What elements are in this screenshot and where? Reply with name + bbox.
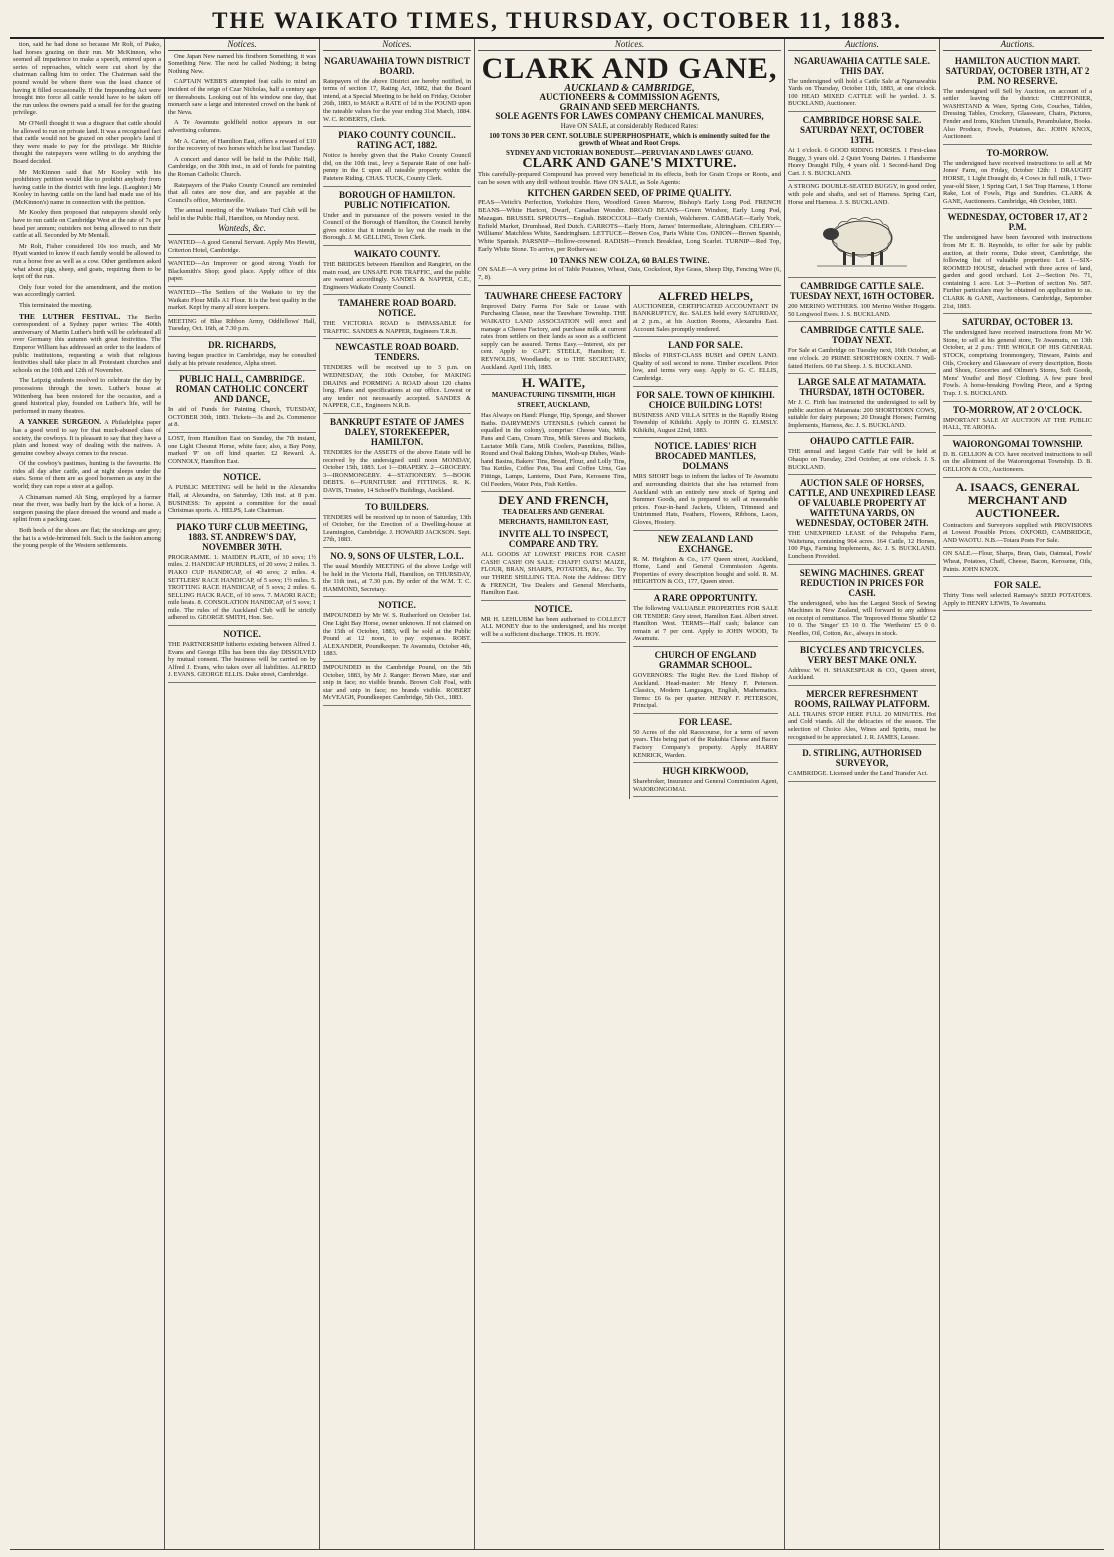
article-paragraph: Both heels of the shoes are flat; the stockings are grey; the hat is a wide-brimmed felt. Such is the fashion among the young people of the Western settlements. <box>13 527 161 550</box>
helps-ad: ALFRED HELPS, AUCTIONEER, CERTIFICATED ACCOUNTANT IN BANKRUPTCY, &c. SALES held every SATURDAY, at 2 p.m., at his Auction Rooms, Alexandra East. Account Sales promptly rendered. <box>633 288 778 337</box>
article-paragraph: Of the cowboy's pastimes, hunting is the favourite. He rides all day after cattle, and at night sleeps under the stars. Some of them are as good horsemen as any in the world; they can rope a steer at a gallop. <box>13 460 161 491</box>
article-heading: THE LUTHER FESTIVAL. <box>19 311 121 321</box>
surveyor-ad: D. STIRLING, AUTHORISED SURVEYOR, CAMBRIDGE. Licensed under the Land Transfer Act. <box>788 745 936 782</box>
article-paragraph: This terminated the meeting. <box>19 302 93 309</box>
news-briefs <box>168 53 316 223</box>
article-paragraph: The Leipzig students resolved to celebrate the day by processions through the town. Luther's house at Wittenberg has been restored for the occasion, and a grand historical play, founded on Luther's life, will be performed in many theatres. <box>13 377 161 415</box>
impound-ad-2: IMPOUNDED in the Cambridge Pound, on the 5th October, 1883, by Mr J. Ranger: Brown Mare, star and snip in face; no visible brands. Brown Colt Foal, with star and snip in face; no brands visible. ROBERT McVEAGH, Poundkeeper. Cambridge, 5th Oct., 1883. <box>323 662 471 706</box>
tamahere-ad: TAMAHERE ROAD BOARD. NOTICE. THE VICTORIA ROAD is IMPASSABLE for TRAFFIC. SANDES & NAPPER, Engineers T.R.B. <box>323 295 471 339</box>
column-heading: Auctions. <box>943 41 1092 51</box>
article-paragraph: Mr O'Neill thought it was a disgrace that cattle should be allowed to run on private land. It was a recognised fact that cattle would not be grazed on other people's land if they were made to pay for the privilege. Mr Ritchie thought the ratepayers were willing to do anything the Board decided. <box>13 119 161 165</box>
split-columns <box>478 285 781 800</box>
sewing-machines-ad: SEWING MACHINES. GREAT REDUCTION IN PRICES FOR CASH. The undersigned, who has the Largest Stock of Sewing Machines in New Zealand, will forward to any address on receipt of remittance. The 'Improved Home Shuttle' £2 10 0. The 'Singer' £5 10 0. The 'Wertheim' £5 0 0. Needles, Oil, Cotton, &c., always in stock. <box>788 565 936 642</box>
ad-line: SOLE AGENTS FOR LAWES COMPANY CHEMICAL MANURES, <box>495 111 764 122</box>
column-1 <box>10 39 165 1549</box>
brief: A Te Awamutu goldfield notice appears in our advertising columns. <box>168 119 316 134</box>
columns <box>10 39 1104 1550</box>
column-heading: Auctions. <box>788 41 936 51</box>
notice-ad: NOTICE. A PUBLIC MEETING will be held in the Alexandra Hall, at Alexandra, on Saturday, 13th inst. at 8 p.m. BUSINESS: To appoint a committee for the usual Christmas sports. A. HELPS, Late Chairman. <box>168 469 316 518</box>
column-heading: Notices. <box>478 41 781 51</box>
clark-gane-sub: AUCKLAND & CAMBRIDGE, <box>564 82 695 94</box>
lease-ad: FOR LEASE. 50 Acres of the old Racecourse, for a term of seven years. This being part of the Rukuhia Cheese and Bacon Factory Company's property. Apply HARRY KENRICK, Warden. <box>633 714 778 763</box>
wanted-ad: WANTED—A good General Servant. Apply Mrs Hewitt, Criterion Hotel, Cambridge. <box>168 237 316 258</box>
saturday-sale-ad: SATURDAY, OCTOBER 13. The undersigned have received instructions from Mr W. Stone, to sell at his general store, Te Awamutu, on 13th October, at 2 p.m.: THE WHOLE OF HIS GENERAL STOCK, comprising Ironmongery, Tinware, Paints and Oils, Crockery and Glassware of every description, Boots and Shoes, Groceries and Oilmen's Stores, Soft Goods, Mens' Youths' and Boys' Clothing. A few pure bred Fowls. A horse-breaking Fowling Piece, and a Spring Trap. J. S. BUCKLAND. <box>943 314 1092 401</box>
piako-council-ad: PIAKO COUNTY COUNCIL. RATING ACT, 1882. Notice is hereby given that the Piako County Council did, on the 10th inst., levy a Separate Rate of one half-penny in the £ upon all rateable property within the Patetere Riding. CHAS. TUCK, County Clerk. <box>323 127 471 186</box>
article-paragraph: tion, said he had done so because Mr Rolt, of Piako, had horses grazing on their run. Mr McKinnon, who seemed all impatience to make a speech, entered upon a series of reproaches, which were cut short by the chairman calling him to order. The Chairman said the pound would be where there was the least chance of having it filled occasionally. If the Impounding Act were brought into force all cattle would have to be taken off the run unless the owners paid a small fee for the grazing privilege. <box>13 41 161 117</box>
article-paragraph: Mr McKinnon said that Mr Kooley with his prohibitory petition would like to prohibit anybody from having cattle in the district with fine legs. (Laughter.) Mr Kooley in having cattle on the land had made use of his (McKinnon's) name in connection with the petition. <box>13 168 161 206</box>
ad-line: AUCTIONEERS & COMMISSION AGENTS, <box>539 92 720 103</box>
article-heading: A YANKEE SURGEON. <box>19 417 102 427</box>
land-exchange-ad: NEW ZEALAND LAND EXCHANGE. R. M. Heighton & Co., 177 Queen street, Auckland, Home, Land and General Commission Agents. Properties of every description bought and sold. R. M. HEIGHTON & CO., 177, Queen street. <box>633 531 778 590</box>
turf-club-ad: PIAKO TURF CLUB MEETING, 1883. ST. ANDREW'S DAY, NOVEMBER 30TH. PROGRAMME. 1. MAIDEN PLATE, of 10 sovs; 1½ miles. 2. HANDICAP HURDLES, of 20 sovs; 2 miles. 3. PIAKO CUP HANDICAP, of 40 sovs; 2 miles. 4. SETTLERS' RACE HANDICAP, of 5 sovs; 1½ miles. 5. TROTTING RACE HANDICAP, of 5 sovs; 2 miles. 6. SELLING HACK RACE, of 10 sovs. 7. MAORI RACE; mile heats. 8. CONSOLATION HANDICAP, of 5 sovs; 1 mile. The rules of the Auckland Club will be strictly adhered to. GEORGE SMITH, Hon. Sec. <box>168 519 316 626</box>
ulster-ad: NO. 9, SONS OF ULSTER, L.O.L. The usual Monthly MEETING of the above Lodge will be held in the Victoria Hall, Hamilton, on THURSDAY, the 11th inst., at 7.30 p.m. By order of the W.M. T. C. HAMMOND, Secretary. <box>323 548 471 597</box>
waiorongomai-ad: WAIORONGOMAI TOWNSHIP. D. B. GELLION & CO. have received instructions to sell on the allotment of the Waiorongomai Township. D. B. GELLION & CO., Auctioneers. <box>943 436 1092 478</box>
cattle-sale-2-ad: CAMBRIDGE CATTLE SALE. TODAY NEXT. For Sale at Cambridge on Tuesday next, 16th October, at one o'clock. 20 PRIME SHORTHORN OXEN. 7 Well-fatted Heifers. 60 Fat Sheep. J. S. BUCKLAND. <box>788 322 936 374</box>
isaacs-ad: A. ISAACS, GENERAL MERCHANT AND AUCTIONEER. Contractors and Surveyors supplied with PROVISIONS at Lowest Possible Prices. OXFORD, CAMBRIDGE, AND WAOTU. N.B.—Totara Posts For Sale. <box>943 478 1092 549</box>
column-heading: Notices. <box>323 41 471 51</box>
cheese-factory-ad: TAUWHARE CHEESE FACTORY Improved Dairy Farms For Sale or Lease with Purchasing Clause, near the Tauwhare Township. THE WAIKATO LAND ASSOCIATION will erect and manage a Cheese Factory, and purchase milk at current rates from settlers on their lands as soon as a sufficient supply can be assured. Terms Easy.—Interest, six per cent. Apply to CAPT. STEELE, Hamilton; E. REYNOLDS, Woodlands; or to THE SECRETARY, Auckland. April 11th, 1883. <box>481 288 626 375</box>
ad-line: Have ON SALE, at considerably Reduced Rates: <box>560 121 699 130</box>
produce-sale-ad: ON SALE.—Flour, Sharps, Bran, Oats, Oatmeal, Fowls' Wheat, Potatoes, Chaff, Cheese, Bacon, Kerosene, Oils, Paints. JOHN KNOX. <box>943 548 1092 577</box>
column-4-lower <box>478 286 630 800</box>
partnership-ad: NOTICE. THE PARTNERSHIP hitherto existing between Alfred J. Evans and George Ellis has been this day DISSOLVED by mutual consent. The business will be carried on by Alfred J. Evans, who takes over all liabilities. ALFRED J. EVANS. GEORGE ELLIS. Duke street, Cambridge. <box>168 626 316 683</box>
article-paragraph: Mr Kooley then proposed that ratepayers should only have to run cattle on Cambridge West at the rate of 7s per head per annum; outsiders not being allowed to run their cattle at all. Seconded by Mr Mentall. <box>13 209 161 240</box>
article-paragraph: Only four voted for the amendment, and the motion was accordingly carried. <box>13 283 161 299</box>
clark-gane-title: CLARK AND GANE, <box>481 51 778 85</box>
waitetuna-sale-ad: AUCTION SALE OF HORSES, CATTLE, AND UNEXPIRED LEASE OF VALUABLE PROPERTY AT WAITETUNA YARDS, ON WEDNESDAY, OCTOBER 24TH. THE UNEXPIRED LEASE of the Pehupehu Farm, Waitetuna, containing 964 acres. 164 Cattle, 12 Horses, 100 Pigs, Farming Implements, &c. J. S. BUCKLAND. Luncheon Provided. <box>788 475 936 564</box>
doctor-ad: DR. RICHARDS, having begun practice in Cambridge, may be consulted daily at his private residence, Alpha street. <box>168 337 316 371</box>
bicycles-ad: BICYCLES AND TRICYCLES. VERY BEST MAKE ONLY. Address: W. H. SHAKESPEAR & CO., Queen street, Auckland. <box>788 642 936 686</box>
builders-ad: TO BUILDERS. TENDERS will be received up to noon of Saturday, 13th of October, for the Erection of a Dwelling-house at Leamington, Cambridge. J. HOWARD JACKSON. Sept. 27th, 1883. <box>323 499 471 548</box>
article-paragraph: Mr Rolt, Fisher considered 10s too much, and Mr Hyatt wanted to know if each family would be allowed to run a horse free as well as a cow. Other gentlemen asked what about pigs, sheep, and goats, requiring them to be kept off the run. <box>13 242 161 281</box>
article-paragraph: The Berlin correspondent of a Sydney paper writes: The 400th anniversary of Martin Luther's birth will be celebrated all over Germany this autumn with great festivities. The Emperor William has addressed an order to the leaders of public institutions, requesting a wish that religious festivities shall take place in all Protestant churches and schools on the 10th and 12th of November. <box>13 313 161 374</box>
auction-mart-ad: HAMILTON AUCTION MART. SATURDAY, OCTOBER 13TH, AT 2 P.M. NO RESERVE. The undersigned will Sell by Auction, on account of a settler leaving the district: CHEFFONIER, WASHSTAND & Ware, Spring Cots, Couches, Tables, Dressing Tables, Crockery, Glassware, Chairs, Pictures, Fender and Irons, Kitchen Utensils, Perambulator, Books. Also Produce, Fowls, Potatoes, &c. JOHN KNOX, Auctioneer. <box>943 53 1092 145</box>
column-7 <box>940 39 1095 1549</box>
column-6 <box>785 39 940 1549</box>
mercer-rooms-ad: MERCER REFRESHMENT ROOMS, RAILWAY PLATFORM. ALL TRAINS STOP HERE FULL 20 MINUTES. Hot and Cold viands. All the delicacies of the season. The selection of Choice Ales, Wines and Spirits, must be recognised to be appreciated. J. R. JAMES, Lessee. <box>788 686 936 745</box>
waite-ad: H. WAITE, MANUFACTURING TINSMITH, HIGH STREET, AUCKLAND, Has Always on Hand: Plunge, Hip, Sponge, and Shower Baths. DAIRYMEN'S UTENSILS (which cannot be equalled in the colony), comprise: Cheese Vats, Milk Pans and Cans, Cream Tins, Milk Sieves and Buckets, Lactator Milk Cans, Milk Coolers, Pannikins, Billies, Round and Oval Baking Dishes, Wash-up Dishes, Wash-hand Basins, Bakers' Tins, Bread, Flour, and Lolly Tins, Tea Kettles, Coffee Pots, Tea and Coffee Urns, Gas Fittings, Lamps, Lanterns, Dust Pans, Kerosene Tins, Oil Feeders, Water Pots, Fish Kettles. <box>481 375 626 492</box>
seed-potatoes-ad: FOR SALE. Thirty Tons well selected Ramsay's SEED POTATOES. Apply to HENRY LEWIS, Te Awamutu. <box>943 577 1092 611</box>
brief: One Japan New named his firstborn Something, it was Something New. The next he called Nothing; it being Nothing New. <box>168 52 316 75</box>
wanted-ad: WANTED—An Improver or good strong Youth for Blacksmith's Shop; good place. Apply office of this paper. <box>168 258 316 287</box>
collect-notice-ad: NOTICE. MR H. LEHLUBM has been authorised to COLLECT ALL MONEY due to the undersigned, and his receipt will be a sufficient discharge. THOS. H. HOY. <box>481 601 626 643</box>
grammar-school-ad: CHURCH OF ENGLAND GRAMMAR SCHOOL. GOVERNORS: The Right Rev. the Lord Bishop of Auckland. Head-master: Mr Henry F. Peterson. Classics, Modern Languages, English, Mathematics. Terms: £6 6s per quarter. HENRY F. PETERSON, Principal. <box>633 647 778 714</box>
ngaruawahia-board-ad: NGARUAWAHIA TOWN DISTRICT BOARD. Ratepayers of the above District are hereby notified, in terms of section 17, Rating Act, 1882, that the Board intend, at a Special Meeting to be held on Friday, October 26th, 1883, to MAKE a RATE of 1d in the POUND upon the rateable values for the year ending 31st March, 1884. W. C. ROBERTS, Clerk. <box>323 53 471 128</box>
tomorrow-sale-ad: TO-MORROW. The undersigned have received instructions to sell at Mr Jones' Farm, on Friday, October 12th: 1 DRAUGHT HORSE, 1 Light Draught do, 4 Cows in full milk, 1 Two-year-old Steer, 1 Spring Cart, 1 Set Trap Harness, 1 Horse Rake, Lot of Fowls, Pigs and Sundries. CLARK & GANE, Auctioneers. Cambridge, 4th October, 1883. <box>943 145 1092 210</box>
kihikihi-ad: FOR SALE. TOWN OF KIHIKIHI. CHOICE BUILDING LOTS! BUSINESS AND VILLA SITES in the Rapidly Rising Township of Kihikihi. Apply to JOHN G. ELMSLY. Kihikihi, August 22nd, 1883. <box>633 387 778 439</box>
matamata-sale-ad: LARGE SALE AT MATAMATA. THURSDAY, 18TH OCTOBER. Mr J. C. Firth has instructed the undersigned to sell by public auction at Matamata: 200 SHORTHORN COWS, suitable for dairy purposes; 20 Draught Horses; Farming Implements, Harness, &c. J. S. BUCKLAND. <box>788 374 936 433</box>
hamilton-borough-ad: BOROUGH OF HAMILTON. PUBLIC NOTIFICATION. Under and in pursuance of the powers vested in the Council of the Borough of Hamilton, the Council hereby gives notice that it intends to lay out the roads in the Borough. J. M. GELLING, Town Clerk. <box>323 187 471 246</box>
te-aroha-sale-ad: TO-MORROW, AT 2 O'CLOCK. IMPORTANT SALE AT AUCTION AT THE PUBLIC HALL, TE AROHA. <box>943 402 1092 436</box>
wanteds-heading: Wanteds, &c. <box>168 225 316 235</box>
horse-sale-ad: CAMBRIDGE HORSE SALE. SATURDAY NEXT, OCTOBER 13TH. At 1 o'clock. 6 GOOD RIDING HORSES. 1 First-class Buggy, 3 years old. 2 Quiet Young Dairies. 1 Handsome Heavy Draught Filly, 4 years old. 1 Second-hand Dog Cart. J. S. BUCKLAND. <box>788 112 936 181</box>
meeting-ad: MEETING of Blue Ribbon Army, Oddfellows' Hall, Tuesday, Oct. 16th, at 7.30 p.m. <box>168 316 316 337</box>
cattle-sale-ad: CAMBRIDGE CATTLE SALE. TUESDAY NEXT, 16TH OCTOBER. 200 MERINO WETHERS. 100 Merino Wether Hoggets. 50 Longwool Ewes. J. S. BUCKLAND. <box>788 278 936 322</box>
wednesday-sale-ad: WEDNESDAY, OCTOBER 17, AT 2 P.M. The undersigned have been favoured with instructions from Mr E. B. Reynolds, to offer for sale by public auction, at their rooms, Duke street, Cambridge, the following list of valuable properties: Lot 1—SIX-ROOMED HOUSE, detached with three acres of land, garden and good orchard. Lot 2—Section No. 71, containing 1 acre. Lot 3—Portion of section No. 587. Further particulars may be obtained on application to us. CLARK & GANE, Auctioneers. Cambridge, September 21st, 1883. <box>943 209 1092 314</box>
article-paragraph: A Chinaman named Ah Sing, employed by a farmer near the river, was badly hurt by the kick of a horse. A surgeon passing the place dressed the wound and made a splint from a packing case. <box>13 493 161 524</box>
article-paragraph: A Philadelphia paper has a good word to say for that much-abused class of society, the cowboys. It is pleasant to say that they have a plain and honest way of dealing with the natives. A genuine cowboy always comes to the rescue. <box>13 419 161 457</box>
mantles-ad: NOTICE. LADIES' RICH BROCADED MANTLES, DOLMANS MRS SHORT begs to inform the ladies of Te Awamutu and surrounding districts that she has returned from Auckland with an entirely new stock of Spring and Summer Goods, and is prepared to sell at reasonable prices. Four-in-hand Jackets, Ulsters, Trimmed and Untrimmed Hats, Feathers, Flowers, Ribbons, Laces, Gloves, Hosiery. <box>633 438 778 530</box>
rare-opportunity-ad: A RARE OPPORTUNITY. The following VALUABLE PROPERTIES FOR SALE OR TENDER: Grey street, Hamilton East. Albert street. Hamilton West. TERMS—Half cash; balance can remain at 7 per cent. Apply to JOHN WOOD, Te Awamutu. <box>633 590 778 647</box>
concert-ad: PUBLIC HALL, CAMBRIDGE. ROMAN CATHOLIC CONCERT AND DANCE, In aid of Funds for Painting Church, TUESDAY, OCTOBER 30th, 1883. Tickets—3s and 2s. Commence at 8. <box>168 371 316 433</box>
dey-french-ad: DEY AND FRENCH, TEA DEALERS AND GENERAL MERCHANTS, HAMILTON EAST, INVITE ALL TO INSPECT, COMPARE AND TRY. ALL GOODS AT LOWEST PRICES FOR CASH! CASH! CASH! ON SALE: CHAFF! OATS! MAIZE, FLOUR, BRAN, SHARPS, POTATOES, &c., &c. Try our THREE SHILLING TEA. Note the Address: DEY & FRENCH, Tea Dealers and General Merchants, Hamilton East. <box>481 492 626 601</box>
impound-ad: NOTICE. IMPOUNDED by Mr W. S. Rutherford on October 1st. One Light Bay Horse, owner unknown. If not claimed on the 15th of October, 1883, will be sold at the Public Pound at 12 noon, to pay expenses. ROBT. ALEXANDER, Poundkeeper. Te Awamutu, October 4th, 1883. <box>323 597 471 662</box>
ad-line: GRAIN AND SEED MERCHANTS. <box>559 101 700 112</box>
brief: Ratepayers of the Piako County Council are reminded that all rates are now due, and are payable at the Council's office, Morrinsville. <box>168 181 316 204</box>
buggy-ad: A STRONG DOUBLE-SEATED BUGGY, in good order, with pole and shafts, and set of Harness. Spring Cart, Horse and Harness. J. S. BUCKLAND. <box>788 181 936 278</box>
column-5-lower <box>630 286 781 800</box>
kirkwood-ad: HUGH KIRKWOOD, Sharebroker, Insurance and General Commission Agent, WAIORONGOMAI. <box>633 763 778 797</box>
bankrupt-ad: BANKRUPT ESTATE OF JAMES DALEY, STOREKEEPER, HAMILTON. TENDERS for the ASSETS of the above Estate will be received by the undersigned until noon MONDAY, October 15th, 1883. Lot 1—DRAPERY. 2—GROCERY. 3—IRONMONGERY. 4—STATIONERY. 5—BOOK DEBTS. 6—FURNITURE and FITTINGS. R. K. DAVIS, Trustee, 14 Schoeff's Buildings, Auckland. <box>323 414 471 499</box>
newcastle-ad: NEWCASTLE ROAD BOARD. TENDERS. TENDERS will be received up to 3 p.m. on WEDNESDAY, the 10th October, for MAKING DRAINS and FORMING A ROAD about 120 chains long. Plans and specifications at our office. Lowest or any tender not necessarily accepted. SANDES & NAPPER, C.E., Engineers N.R.B. <box>323 339 471 414</box>
ad-line: SYDNEY AND VICTORIAN BONEDUST.—PERUVIAN AND LAWES' GUANO. <box>505 148 754 157</box>
brief: The annual meeting of the Waikato Turf Club will be held in the Public Hall, Hamilton, on Monday next. <box>168 207 316 222</box>
ad-line: 100 TONS 30 PER CENT. SOLUBLE SUPERPHOSPHATE, which is eminently suited for the growth of Wheat and Root Crops. <box>489 131 770 148</box>
sheep-illustration <box>817 210 907 270</box>
ngaruawahia-sale-ad: NGARUAWAHIA CATTLE SALE. THIS DAY. The undersigned will hold a Cattle Sale at Ngaruawahia Yards on Thursday, October 11th, 1883, at one o'clock. 100 HEAD MIXED CATTLE will be yarded. J. S. BUCKLAND, Auctioneer. <box>788 53 936 112</box>
column-2 <box>165 39 320 1549</box>
lost-ad: LOST, from Hamilton East on Sunday, the 7th instant, one Light Chesnut Horse, white face; also, a Bay Pony, marked 'P' on off hind quarter. £2 Reward. A. CONNOLY, Hamilton East. <box>168 433 316 469</box>
waikato-county-ad: WAIKATO COUNTY. THE BRIDGES between Hamilton and Rangiriri, on the main road, are UNSAFE FOR TRAFFIC, and the public are warned accordingly. SANDES & NAPPER, C.E., Engineers Waikato County Council. <box>323 246 471 295</box>
column-heading: Notices. <box>168 41 316 51</box>
ohaupo-fair-ad: OHAUPO CATTLE FAIR. THE annual and largest Cattle Fair will be held at Ohaupo on Tuesday, 23rd October, at one o'clock. J. S. BUCKLAND. <box>788 433 936 475</box>
column-3 <box>320 39 475 1549</box>
brief: CAPTAIN WEBB'S attempted feat calls to mind an incident of the reign of Czar Nicholas, half a century ago or thereabouts. Looking out of his window one day, that monarch saw a large and interested crowd on the bank of the Neva. <box>168 78 316 116</box>
masthead-title: THE WAIKATO TIMES, THURSDAY, OCTOBER 11, 1883. <box>10 8 1104 39</box>
column-4-5 <box>475 39 785 1549</box>
ad-body: This carefully-prepared Compound has proved very beneficial in its effects, both for Grain Crops or Roots, and can be sown with any drill without trouble. Have ON SALE, as Sole Agents: KITCHEN GARDEN SEED, OF PRIME QUALITY. PEAS—Veitch's Perfection, Yorkshire Hero, Woodford Green Marrow, Bishop's Early Long Pod. FRENCH BEANS—White Haricot, Dwarf, Canadian Wonder. BROAD BEANS—Green Windsor, Early Long Pod, Mazagan. BRUSSEL SPROUTS—English. BROCCOLI—Early Cornish, Walcheren. CABBAGE—Early York, Enfield Market, Drumhead, Red Dutch. CARROTS—Early Horn, James' Intermediate, Altringham. CELERY—Williams' Matchless White, Sandringham. LETTUCE—Brown Cos, Paris White Cos. ONION—Brown Spanish, White Spanish. PARSNIP—Hollow-crowned. RADISH—French Breakfast, Long Scarlet. TURNIP—Red Top, Early White Stone. To arrive, per Rotherwas: 10 TANKS NEW COLZA, 60 BALES TWINE. ON SALE—A very prime lot of Table Potatoes, Wheat, Oats, Cocksfoot, Rye Grass, Sheep Dip, Fencing Wire (6, 7, 8). <box>478 170 781 282</box>
mixture-title: CLARK AND GANE'S MIXTURE. <box>522 156 737 172</box>
wanted-ad: WANTED—The Settlers of the Waikato to try the Waikato Flour Mills A1 Flour. It is the best quality in the market. Kept by many all store keepers. <box>168 287 316 316</box>
land-ad: LAND FOR SALE. Blocks of FIRST-CLASS BUSH and OPEN LAND. Quality of soil second to none. Timber excellent. Price low, and terms very easy. Apply to G. C. ELLIS, Cambridge. <box>633 337 778 386</box>
brief: Mr A. Carter, of Hamilton East, offers a reward of £10 for the recovery of two horses which he lost last Tuesday. <box>168 137 316 153</box>
brief: A concert and dance will be held in the Public Hall, Cambridge, on the 30th inst., in aid of funds for painting the Roman Catholic Church. <box>168 155 316 178</box>
